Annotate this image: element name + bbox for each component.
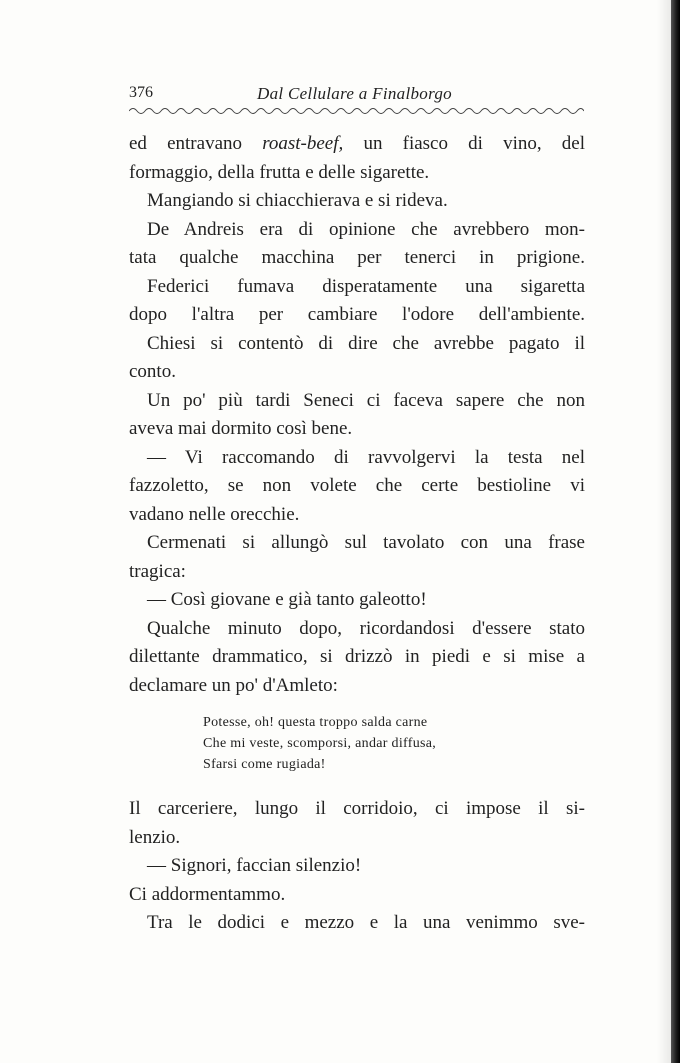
text-line: dilettante drammatico, si drizzò in piedi e si mise a: [129, 646, 585, 667]
text-line: declamare un po' d'Amleto:: [129, 674, 338, 696]
text-line: conto.: [129, 361, 176, 382]
body-text: [129, 130, 585, 938]
text-line: Un po' più tardi Seneci ci faceva sapere che non: [147, 389, 585, 411]
book-spine-edge: [671, 0, 680, 1063]
text-line: ed entravano roast-beef, un fiasco di vino, del: [129, 133, 586, 154]
text-line: formaggio, della frutta e delle sigarette.: [129, 161, 430, 183]
verse-line: Che mi veste, scomporsi, andar diffusa,: [203, 736, 437, 751]
text-line: — Vi raccomando di ravvolgervi la testa nel: [147, 446, 585, 468]
text-line: — Signori, faccian silenzio!: [147, 855, 362, 876]
gutter-shadow: [657, 0, 671, 1063]
text-line: lenzio.: [129, 826, 181, 848]
verse-line: Sfarsi come rugiada!: [203, 757, 326, 772]
text-line: Mangiando si chiacchierava e si rideva.: [147, 190, 448, 211]
text-line: Tra le dodici e mezzo e la una venimmo sve-: [147, 912, 585, 933]
text-line: Qualche minuto dopo, ricordandosi d'essere stato: [147, 617, 585, 639]
page-number: 376: [129, 84, 153, 101]
italic-term: roast-beef,: [262, 133, 344, 154]
text-line: aveva mai dormito così bene.: [129, 418, 353, 439]
text-line: tragica:: [129, 560, 186, 582]
text-line: De Andreis era di opinione che avrebbero mon-: [147, 218, 585, 240]
text-line: vadano nelle orecchie.: [129, 503, 300, 525]
text-line: Ci addormentammo.: [129, 883, 286, 905]
wavy-rule-ornament: [129, 106, 584, 116]
text-line: Cermenati si allungò sul tavolato con una frase: [147, 532, 585, 553]
text-line: tata qualche macchina per tenerci in prigione.: [129, 247, 585, 268]
page-header: [129, 84, 584, 108]
text-line: Il carceriere, lungo il corridoio, ci impose il si-: [129, 798, 585, 819]
text-line: dopo l'altra per cambiare l'odore dell'ambiente.: [129, 304, 585, 325]
text-line: — Così giovane e già tanto galeotto!: [147, 589, 427, 610]
text-line: Federici fumava disperatamente una sigaretta: [147, 275, 585, 297]
verse-line: Potesse, oh! questa troppo salda carne: [203, 715, 428, 730]
text-line: Chiesi si contentò di dire che avrebbe pagato il: [147, 332, 585, 354]
text-line: fazzoletto, se non volete che certe bestioline vi: [129, 475, 585, 496]
running-title: Dal Cellulare a Finalborgo: [257, 84, 452, 103]
verse-quotation: [129, 712, 585, 775]
